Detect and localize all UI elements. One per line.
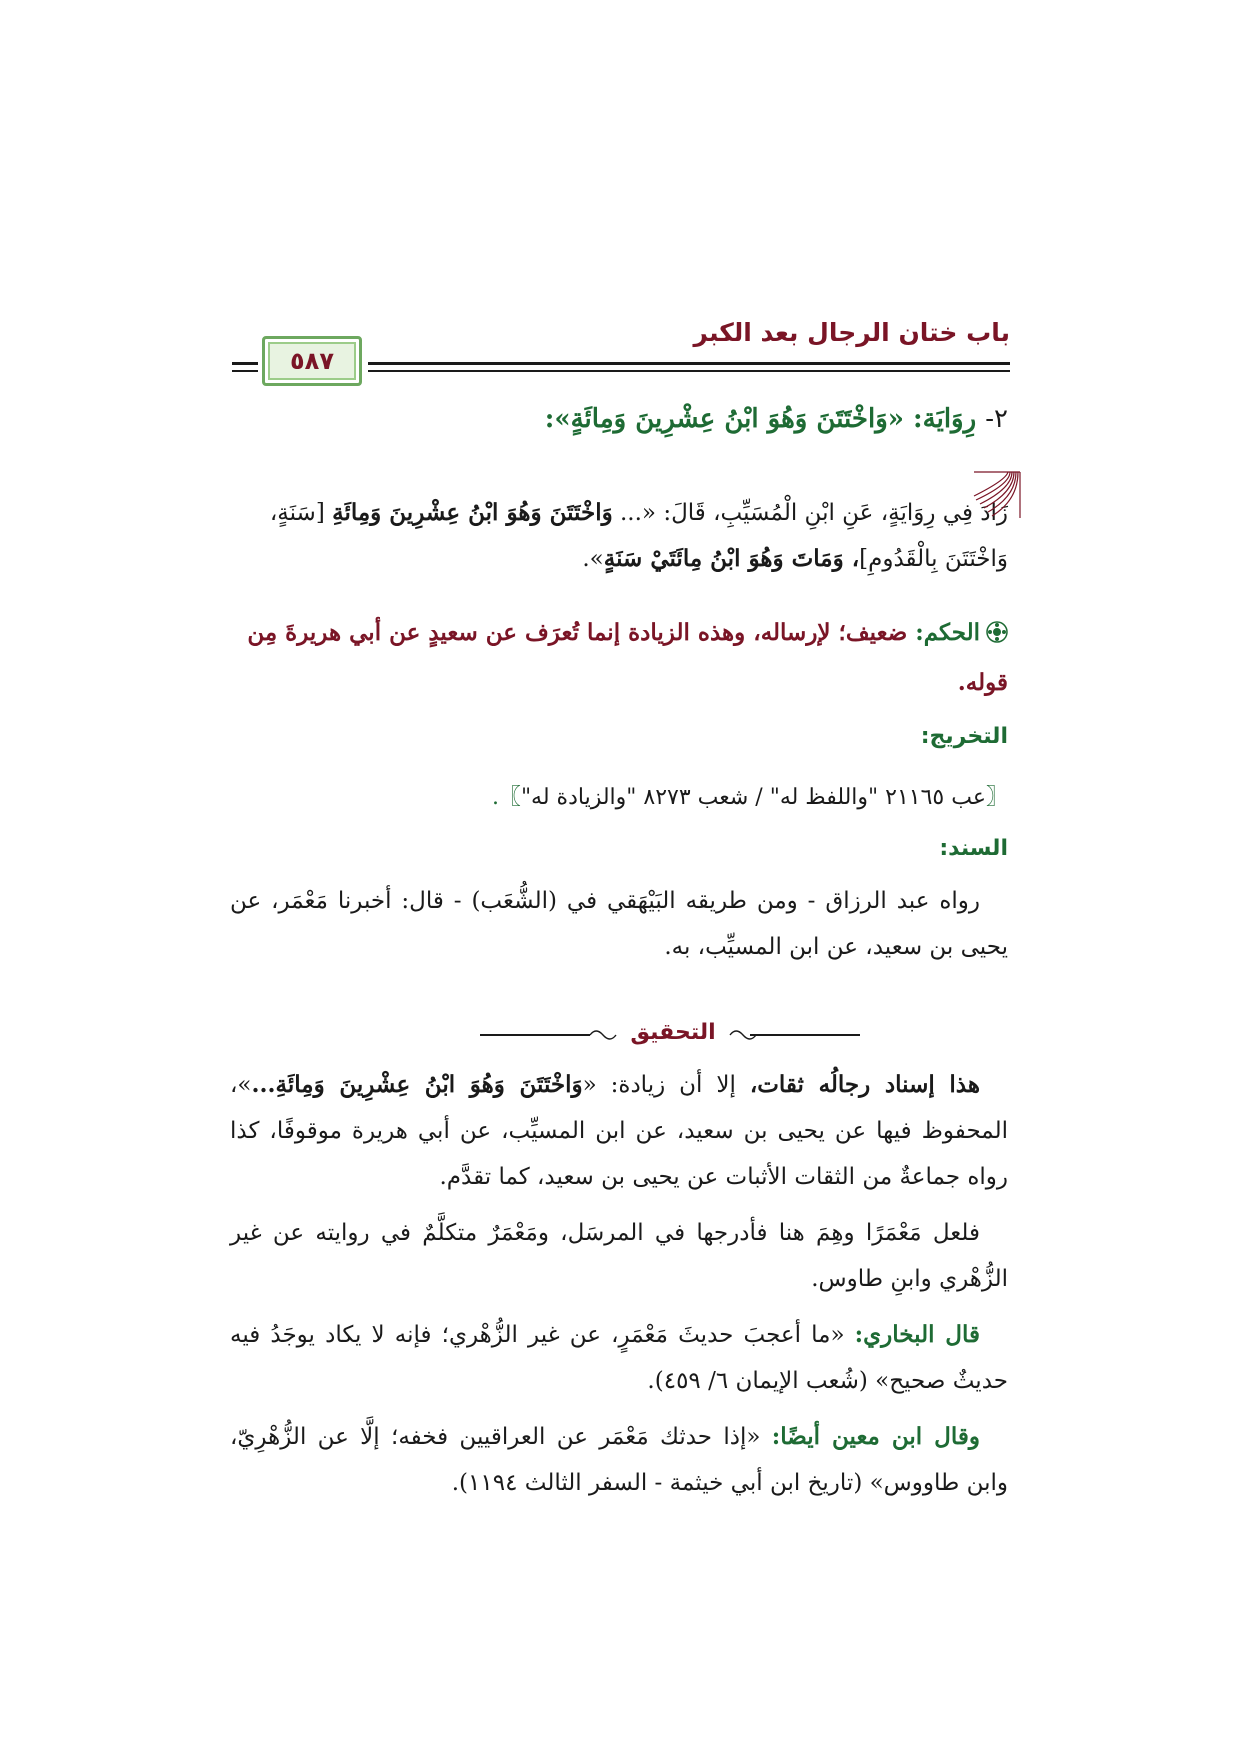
ibn-main-label: وقال ابن معين أيضًا: (771, 1423, 980, 1450)
divider-ornament-right-icon (728, 1027, 758, 1043)
sanad-paragraph: رواه عبد الرزاق - ومن طريقه البَيْهَقي في (الشُّعَب) - قال: أخبرنا مَعْمَر، عن يحيى بن سعيد، عن ابن المسيِّب، به. (230, 888, 1008, 960)
hukm-ruling (230, 608, 1008, 708)
tahqiq-paragraph-3 (230, 1312, 1008, 1404)
riwaya-number: ٢- (985, 404, 1008, 434)
tahqiq-paragraph-4 (230, 1414, 1008, 1506)
bukhari-quote: «ما أعجبَ حديثَ مَعْمَرٍ، عن غير الزُّهْري؛ فإنه لا يكاد يوجَدُ فيه حديثٌ صحيح» (شُعب الإيمان ٦/ ٤٥٩). (230, 1322, 1008, 1394)
quote-bracket: [سَنَةٍ، وَاخْتَتَنَ بِالْقَدُومِ] (269, 500, 1008, 572)
tahqiq-paragraph-1 (230, 1062, 1008, 1200)
quote-paragraph (230, 490, 1008, 582)
page-number: ٥٨٧ (290, 347, 334, 375)
tahqiq-label: التحقيق (630, 1020, 716, 1045)
tahqiq-paragraph-2: فلعل مَعْمَرًا وهِمَ هنا فأدرجها في المرسَل، ومَعْمَرٌ متكلَّمٌ في روايته عن غير الزُّهْري وابنِ طاوس. (230, 1220, 1008, 1292)
flower-ornament-icon (986, 621, 1008, 643)
divider-line-left (480, 1034, 590, 1036)
divider-ornament-left-icon (588, 1027, 618, 1043)
takhrij-text (492, 780, 1008, 811)
takhrij-label: التخريج: (920, 724, 1008, 749)
header-rule-right-thick (368, 362, 1010, 365)
takhrij-content: عب ٢١١٦٥ "واللفظ له" / شعب ٨٢٧٣ "والزيادة له" (520, 785, 986, 810)
page-number-badge (262, 336, 362, 386)
riwaya-heading (545, 404, 1008, 434)
ibn-main-quote: «إذا حدثك مَعْمَر عن العراقيين فخفه؛ إلَّا عن الزُّهْرِيّ، وابن طاووس» (تاريخ ابن أبي خيثمة - السفر الثالث ١١٩٤). (230, 1424, 1008, 1496)
sanad-label: السند: (939, 836, 1008, 861)
quote-intro: زَادَ فِي رِوَايَةٍ، عَنِ ابْنِ الْمُسَيِّبِ، قَالَ: «... (612, 500, 1008, 526)
divider-line-right (750, 1034, 860, 1036)
header-rule-right-thin (368, 370, 1010, 372)
takhrij-close-bracket: 〗. (491, 785, 521, 810)
tahqiq-p1-mid: إلا أن زيادة: « (582, 1072, 750, 1098)
hukm-label: الحكم: (915, 619, 980, 646)
tahqiq-p1-rest: »، المحفوظ فيها عن يحيى بن سعيد، عن ابن المسيِّب، عن أبي هريرة موقوفًا، كذا رواه جماعةٌ من الثقات الأثبات عن يحيى بن سعيد، كما تقدَّم. (230, 1072, 1008, 1190)
header-rule-left-thin (232, 370, 258, 372)
quote-bold-2: ، وَمَاتَ وَهُوَ ابْنُ مِائَتَيْ سَنَةٍ (603, 545, 860, 572)
sanad-block (230, 878, 1008, 970)
tahqiq-p1-green: وَاخْتَتَنَ وَهُوَ ابْنُ عِشْرِينَ وَمِائَةِ... (251, 1071, 583, 1098)
takhrij-open-bracket: 〖 (985, 785, 1008, 810)
quote-end: ». (582, 546, 604, 572)
page-header (232, 318, 1010, 388)
riwaya-title: رِوَايَة: «وَاخْتَتَنَ وَهُوَ ابْنُ عِشْرِينَ وَمِائَةٍ»: (544, 404, 977, 434)
tahqiq-divider (480, 1020, 860, 1050)
hukm-text: ضعيف؛ لإرساله، وهذه الزيادة إنما تُعرَف عن سعيدٍ عن أبي هريرةَ مِن قوله. (247, 619, 1008, 696)
corner-ornament-icon (972, 470, 1022, 520)
quote-block (230, 490, 1008, 582)
bukhari-label: قال البخاري: (854, 1321, 980, 1348)
quote-bold-1: وَاخْتَتَنَ وَهُوَ ابْنُ عِشْرِينَ وَمِائَةِ (332, 499, 613, 526)
header-rule-left-thick (232, 362, 258, 365)
chapter-title: باب ختان الرجال بعد الكبر (693, 318, 1010, 347)
tahqiq-block (230, 1062, 1008, 1506)
tahqiq-p1-bold: هذا إسناد رجالُه ثقات، (749, 1071, 980, 1098)
